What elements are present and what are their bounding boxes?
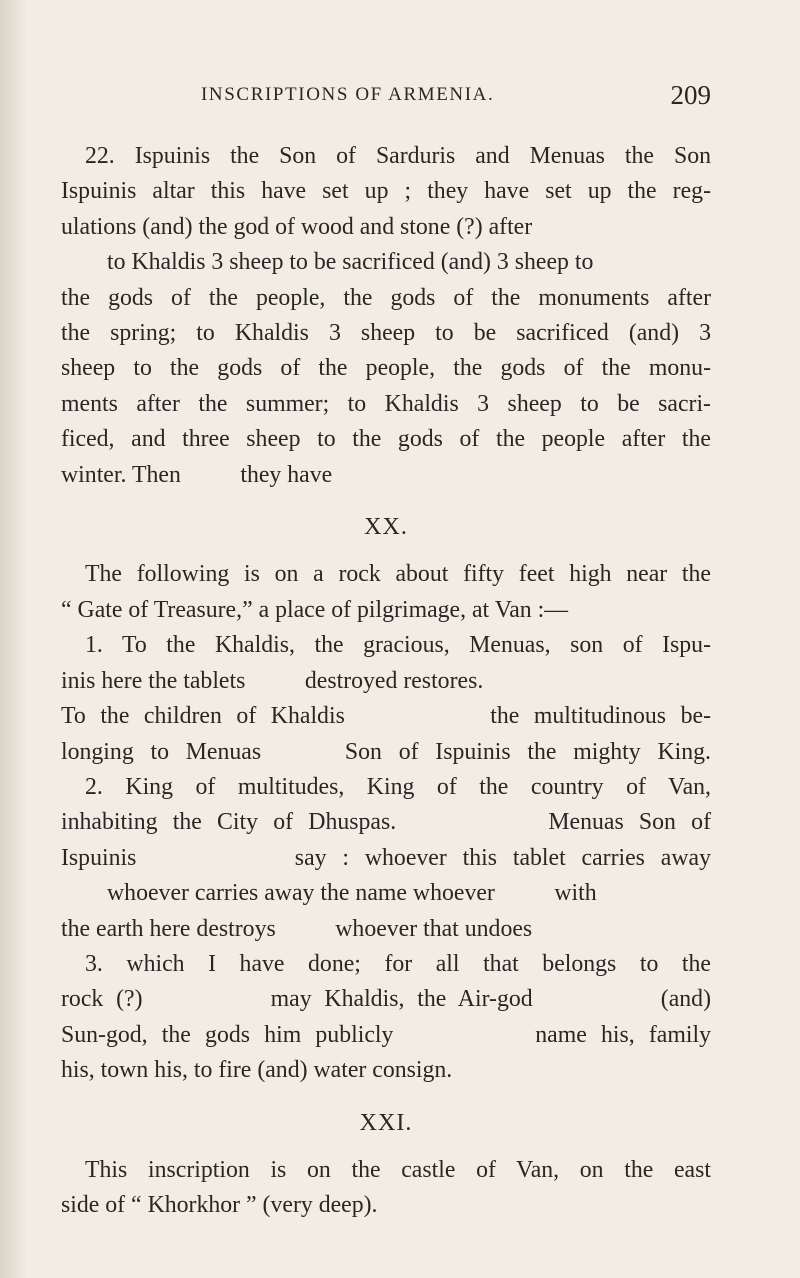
running-title: INSCRIPTIONS OF ARMENIA. xyxy=(201,84,495,105)
text-line: 3. which I have done; for all that belongs to the xyxy=(85,950,711,977)
text-line: to Khaldis 3 sheep to be sacrificed (and) 3 sheep to xyxy=(107,249,594,276)
text-line: the earth here destroys whoever that undoes xyxy=(61,915,533,942)
paragraph-xxi xyxy=(61,1153,711,1224)
text-line: side of “ Khorkhor ” (very deep). xyxy=(61,1192,378,1219)
text-line: longing to Menuas Son of Ispuinis the mighty King. xyxy=(61,738,711,765)
text-line: 1. To the Khaldis, the gracious, Menuas, son of Ispu- xyxy=(85,632,711,659)
text-line: 22. Ispuinis the Son of Sarduris and Menuas the Son xyxy=(85,143,711,169)
page-number: 209 xyxy=(670,80,711,110)
body-text xyxy=(61,139,711,1224)
text-line: the spring; to Khaldis 3 sheep to be sacrificed (and) 3 xyxy=(61,320,711,347)
text-line: sheep to the gods of the people, the gods of the monu- xyxy=(61,355,711,382)
text-line: rock (?) may Khaldis, the Air-god (and) xyxy=(61,986,711,1013)
text-line: inis here the tablets destroyed restores. xyxy=(61,667,484,694)
text-line: winter. Then they have xyxy=(61,461,333,488)
text-line: 2. King of multitudes, King of the country of Van, xyxy=(85,773,711,800)
section-heading-xx: XX. xyxy=(364,514,408,541)
text-line: “ Gate of Treasure,” a place of pilgrimage, at Van :— xyxy=(61,596,569,623)
paragraph-xx xyxy=(61,557,711,1088)
text-line: The following is on a rock about fifty feet high near the xyxy=(85,561,711,588)
paragraph-22 xyxy=(61,139,711,493)
page-edge-shadow xyxy=(0,0,28,1278)
text-line: To the children of Khaldis the multitudinous be- xyxy=(61,703,711,730)
section-heading-xxi: XXI. xyxy=(359,1109,413,1136)
text-line: ments after the summer; to Khaldis 3 sheep to be sacri- xyxy=(61,390,711,417)
text-line: This inscription is on the castle of Van, on the east xyxy=(85,1156,711,1183)
text-line: inhabiting the City of Dhuspas. Menuas Son of xyxy=(61,809,711,836)
text-line: Ispuinis say : whoever this tablet carries away xyxy=(61,844,711,871)
page-header xyxy=(61,80,711,124)
text-line: ficed, and three sheep to the gods of the people after the xyxy=(61,426,711,453)
text-line: whoever carries away the name whoever with xyxy=(107,880,597,907)
text-line: Sun-god, the gods him publicly name his, family xyxy=(61,1021,711,1048)
text-line: ulations (and) the god of wood and stone (?) after xyxy=(61,213,533,240)
text-line: his, town his, to fire (and) water consign. xyxy=(61,1057,453,1084)
text-line: the gods of the people, the gods of the monuments after xyxy=(61,284,711,311)
text-line: Ispuinis altar this have set up ; they have set up the reg- xyxy=(61,178,711,205)
